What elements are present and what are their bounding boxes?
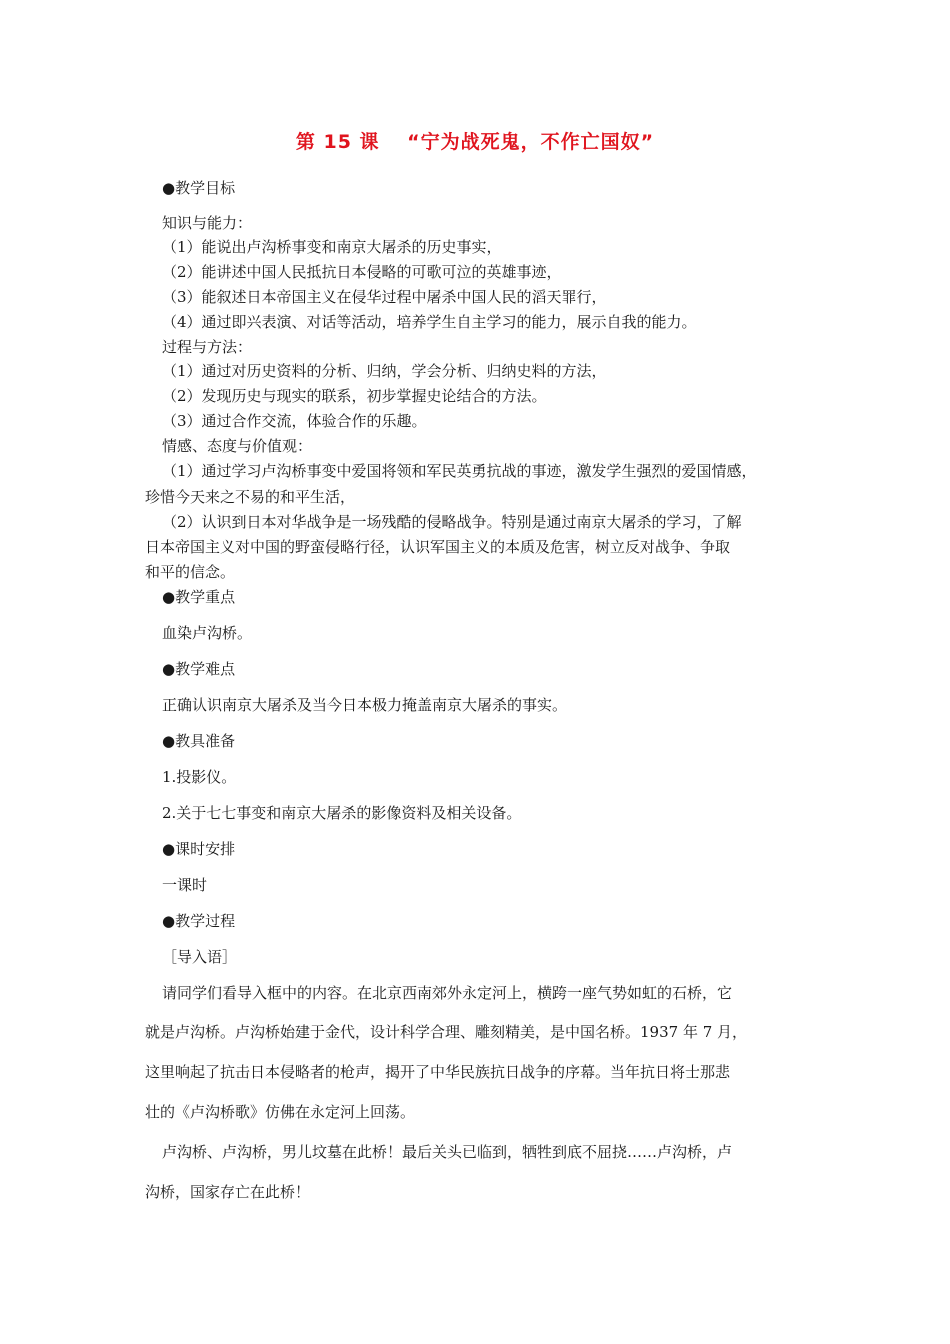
song-line-2: 沟桥，国家存亡在此桥！: [145, 1183, 311, 1201]
emotion-heading: 情感、态度与价值观：: [162, 437, 313, 455]
intro-label: ［导入语］: [162, 948, 238, 966]
section-tools: ●教具准备: [162, 732, 236, 750]
knowledge-item-3: （3）能叙述日本帝国主义在侵华过程中屠杀中国人民的滔天罪行，: [162, 288, 607, 306]
key-points-text: 血染卢沟桥。: [162, 624, 253, 642]
emotion-item-1a: （1）通过学习卢沟桥事变中爱国将领和军民英勇抗战的事迹，激发学生强烈的爱国情感，: [162, 462, 757, 480]
process-item-2: （2）发现历史与现实的联系，初步掌握史论结合的方法。: [162, 387, 547, 405]
section-objectives: ●教学目标: [162, 179, 236, 197]
section-key-points: ●教学重点: [162, 588, 236, 606]
tool-item-2: 2.关于七七事变和南京大屠杀的影像资料及相关设备。: [162, 804, 522, 822]
intro-paragraph-line-3: 这里响起了抗击日本侵略者的枪声，揭开了中华民族抗日战争的序幕。当年抗日将士那悲: [145, 1063, 731, 1081]
lesson-title: 第 15 课 “宁为战死鬼，不作亡国奴”: [295, 131, 655, 153]
knowledge-heading: 知识与能力：: [162, 214, 253, 232]
emotion-item-2c: 和平的信念。: [145, 563, 236, 581]
process-item-1: （1）通过对历史资料的分析、归纳，学会分析、归纳史料的方法，: [162, 362, 607, 380]
intro-paragraph-line-4: 壮的《卢沟桥歌》仿佛在永定河上回荡。: [145, 1103, 416, 1121]
tool-item-1: 1.投影仪。: [162, 768, 237, 786]
section-teaching-process: ●教学过程: [162, 912, 236, 930]
emotion-item-2a: （2）认识到日本对华战争是一场残酷的侵略战争。特别是通过南京大屠杀的学习，了解: [162, 513, 742, 531]
process-item-3: （3）通过合作交流，体验合作的乐趣。: [162, 412, 427, 430]
knowledge-item-2: （2）能讲述中国人民抵抗日本侵略的可歌可泣的英雄事迹，: [162, 263, 562, 281]
knowledge-item-4: （4）通过即兴表演、对话等活动，培养学生自主学习的能力，展示自我的能力。: [162, 313, 697, 331]
section-schedule: ●课时安排: [162, 840, 236, 858]
process-heading: 过程与方法：: [162, 338, 253, 356]
difficulties-text: 正确认识南京大屠杀及当今日本极力掩盖南京大屠杀的事实。: [162, 696, 568, 714]
emotion-item-2b: 日本帝国主义对中国的野蛮侵略行径，认识军国主义的本质及危害，树立反对战争、争取: [145, 538, 731, 556]
knowledge-item-1: （1）能说出卢沟桥事变和南京大屠杀的历史事实，: [162, 238, 502, 256]
song-line-1: 卢沟桥、卢沟桥，男儿坟墓在此桥！最后关头已临到，牺牲到底不屈挠……卢沟桥，卢: [162, 1143, 733, 1161]
section-difficulties: ●教学难点: [162, 660, 236, 678]
intro-paragraph-line-2: 就是卢沟桥。卢沟桥始建于金代，设计科学合理、雕刻精美，是中国名桥。1937 年 7 月，: [145, 1023, 748, 1041]
schedule-text: 一课时: [162, 876, 208, 894]
emotion-item-1b: 珍惜今天来之不易的和平生活，: [145, 488, 356, 506]
intro-paragraph-line-1: 请同学们看导入框中的内容。在北京西南郊外永定河上，横跨一座气势如虹的石桥，它: [162, 984, 733, 1002]
